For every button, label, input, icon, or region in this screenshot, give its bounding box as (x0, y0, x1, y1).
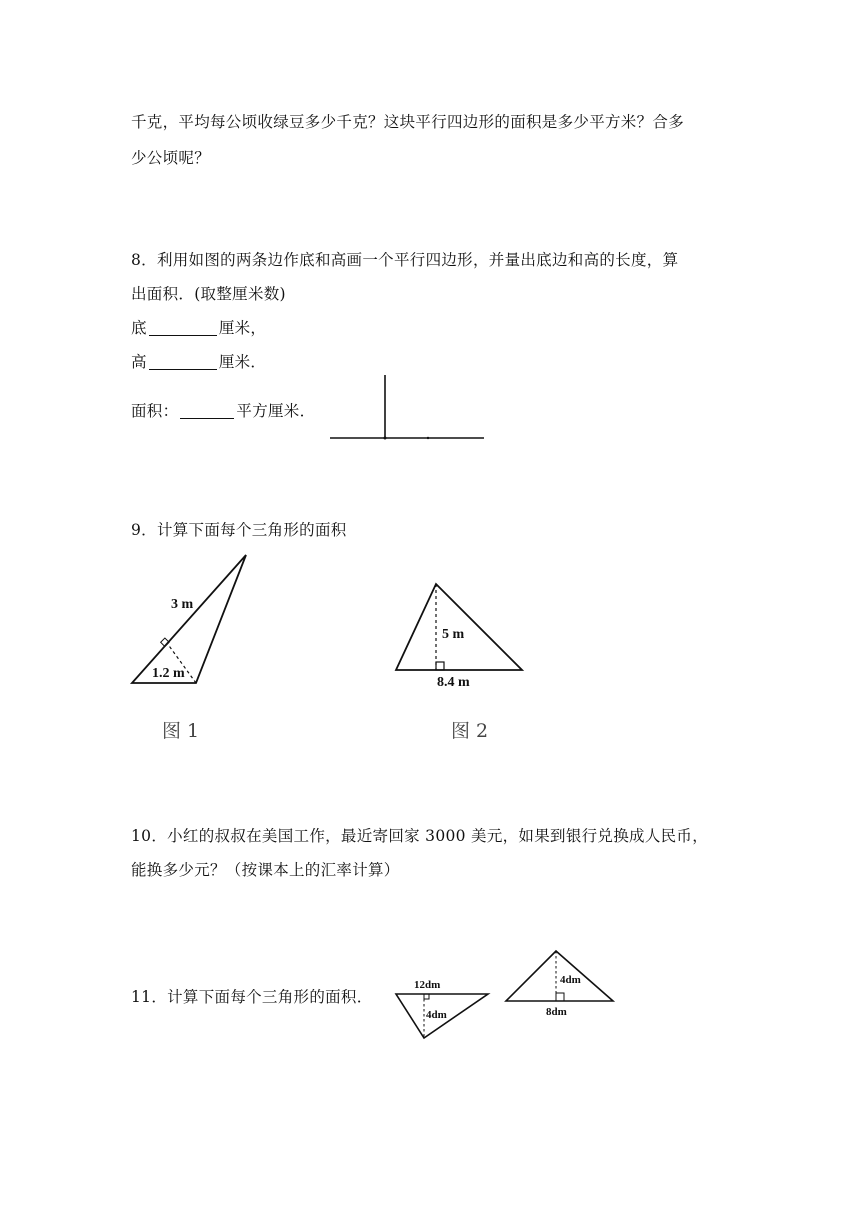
triangle-2-height-label: 5 m (442, 627, 465, 642)
q8-base-row (131, 316, 266, 338)
figure-2-caption: 图 2 (451, 720, 489, 742)
q8-line-1: 8．利用如图的两条边作底和高画一个平行四边形，并量出底边和高的长度，算 (131, 251, 679, 269)
base-blank[interactable] (149, 320, 217, 337)
q10-line-1: 10．小红的叔叔在美国工作，最近寄回家 3000 美元，如果到银行兑换成人民币， (131, 827, 709, 845)
base-label: 底 (131, 319, 147, 337)
area-label: 面积： (131, 402, 179, 420)
q8-height-row (131, 350, 266, 372)
triangle-2-base-label: 8.4 m (437, 675, 470, 690)
q11-triangle-1 (392, 972, 492, 1047)
q9-title: 9．计算下面每个三角形的面积 (131, 521, 347, 539)
q11-triangle-2 (503, 948, 618, 1023)
triangle-base-label: 8dm (546, 1006, 567, 1018)
base-unit: 厘米， (218, 319, 267, 337)
right-angle-mark (436, 662, 444, 670)
q9-triangle-2 (392, 580, 532, 690)
figure-1-caption: 图 1 (162, 720, 200, 742)
triangle-height-label: 4dm (560, 974, 581, 986)
q8-area-row (131, 399, 315, 421)
right-angle-mark (556, 993, 564, 1001)
triangle-1-height-label: 1.2 m (152, 666, 185, 681)
height-unit: 厘米． (218, 353, 267, 371)
inverted-triangle-height-label: 4dm (426, 1009, 447, 1021)
area-blank[interactable] (180, 403, 234, 420)
q9-triangle-1 (128, 552, 268, 692)
triangle-1-outline (132, 555, 246, 683)
inverted-triangle-base-label: 12dm (414, 979, 441, 991)
q7-line-1: 千克，平均每公顷收绿豆多少千克？这块平行四边形的面积是多少平方米？合多 (131, 113, 685, 131)
q8-line-2: 出面积．(取整厘米数) (131, 285, 286, 303)
height-label: 高 (131, 353, 147, 371)
area-unit: 平方厘米． (236, 402, 316, 420)
q11-title: 11．计算下面每个三角形的面积． (131, 988, 373, 1006)
q7-line-2: 少公顷呢？ (131, 149, 211, 167)
height-blank[interactable] (149, 354, 217, 371)
q8-figure (328, 372, 488, 452)
q10-line-2: 能换多少元？（按课本上的汇率计算） (131, 861, 400, 879)
triangle-1-side-label: 3 m (171, 597, 194, 612)
